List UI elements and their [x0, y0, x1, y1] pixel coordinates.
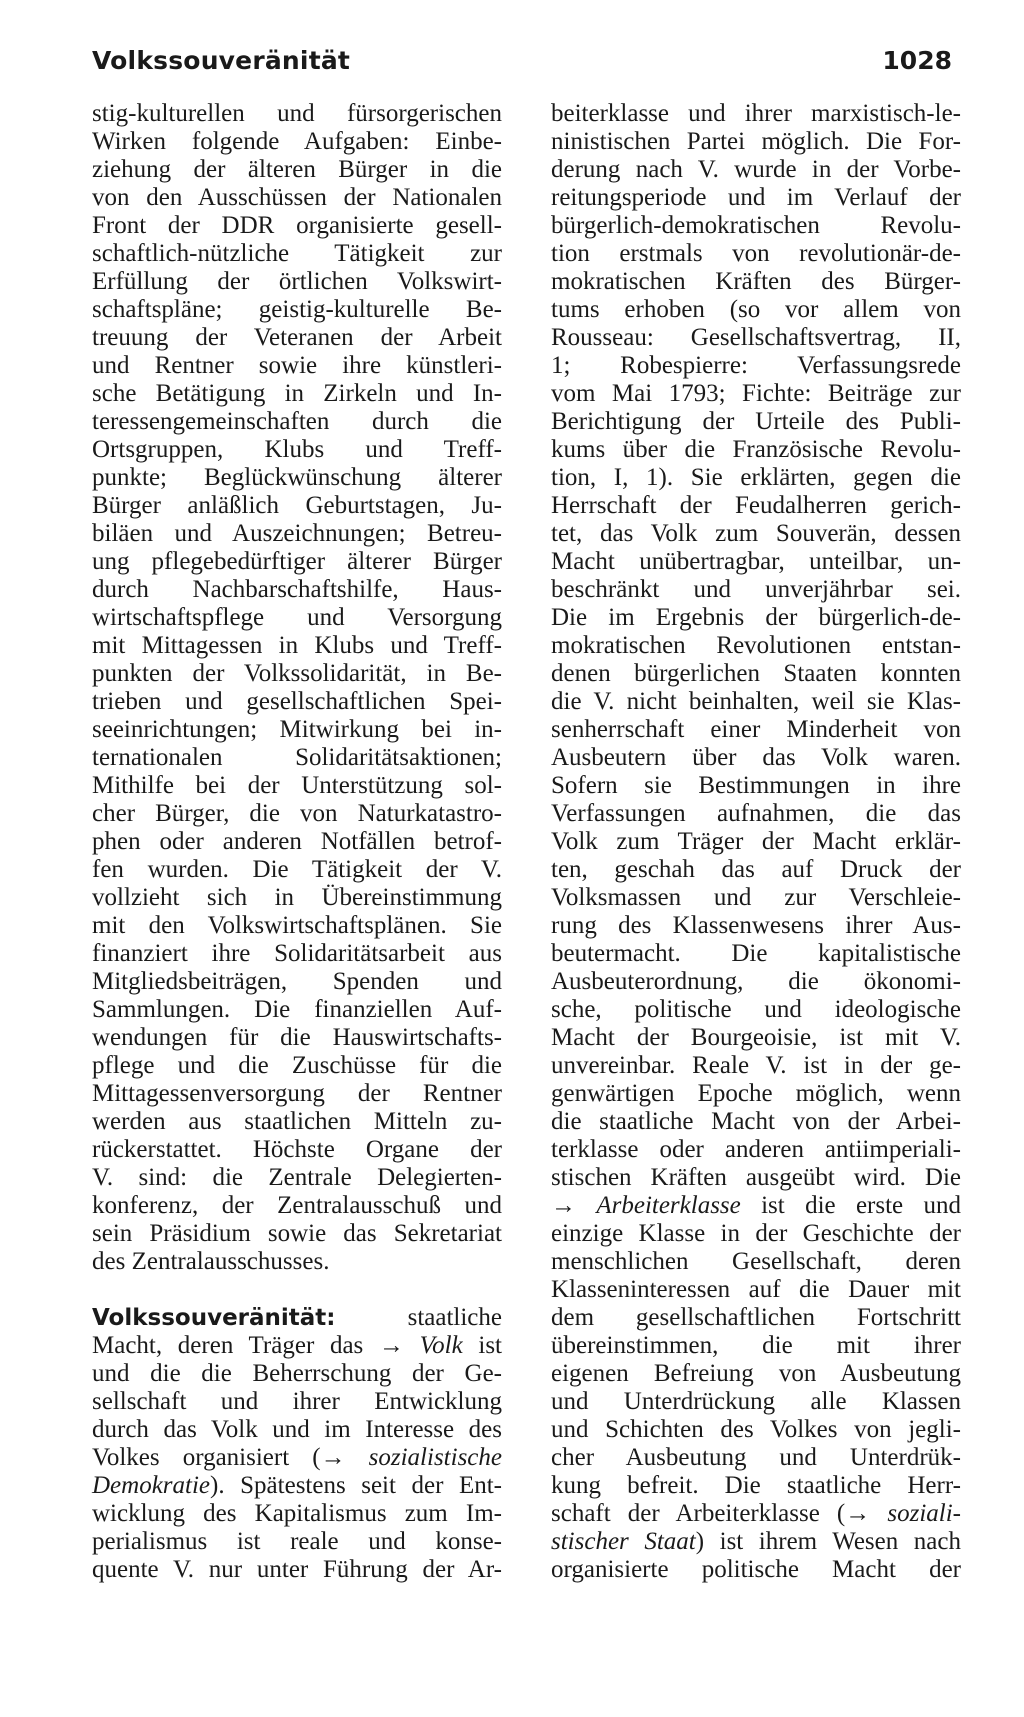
text-line: punkten der Volkssolidarität, in Be- [92, 660, 502, 687]
text-fragment: ) ist ihrem Wesen nach [695, 1528, 961, 1555]
text-line: ung pflegebedürftiger älterer Bürger [92, 548, 502, 575]
text-line: Herrschaft der Feudalherren gerich- [551, 492, 961, 519]
text-line: phen oder anderen Notfällen betrof- [92, 828, 502, 855]
text-line: Erfüllung der örtlichen Volkswirt- [92, 268, 502, 295]
text-line: eigenen Befreiung von Ausbeutung [551, 1360, 961, 1387]
text-line: Volksmassen und zur Verschleie- [551, 884, 961, 911]
text-line: wendungen für die Hauswirtschafts- [92, 1024, 502, 1051]
text-line: biläen und Auszeichnungen; Betreu- [92, 520, 502, 547]
text-line: schaftspläne; geistig-kulturelle Be- [92, 296, 502, 323]
text-line: perialismus ist reale und konse- [92, 1528, 502, 1555]
text-line: beiterklasse und ihrer marxistisch-le- [551, 100, 961, 127]
page-number: 1028 [882, 46, 952, 75]
text-fragment: ). Spätestens seit der Ent- [210, 1472, 502, 1499]
text-line: von den Ausschüssen der Nationalen [92, 184, 502, 211]
text-line: tet, das Volk zum Souverän, dessen [551, 520, 961, 547]
text-line: Mittagessenversorgung der Rentner [92, 1080, 502, 1107]
text-line: und Schichten des Volkes von jegli- [551, 1416, 961, 1443]
text-line: sche, politische und ideologische [551, 996, 961, 1023]
text-line [551, 1528, 961, 1556]
text-line: sellschaft und ihrer Entwicklung [92, 1388, 502, 1415]
text-line: übereinstimmen, die mit ihrer [551, 1332, 961, 1359]
text-line: werden aus staatlichen Mitteln zu- [92, 1108, 502, 1135]
text-line: cher Ausbeutung und Unterdrük- [551, 1444, 961, 1471]
text-line: Front der DDR organisierte gesell- [92, 212, 502, 239]
text-line: stig-kulturellen und fürsorgerischen [92, 100, 502, 127]
text-line: menschlichen Gesellschaft, deren [551, 1248, 961, 1275]
text-fragment: staatliche [407, 1304, 502, 1331]
text-line: organisierte politische Macht der [551, 1556, 961, 1583]
cross-reference-sozialistische-demokratie-cont[interactable]: Demokratie [92, 1472, 211, 1499]
text-line: Mitgliedsbeiträgen, Spenden und [92, 968, 502, 995]
text-line: vollzieht sich in Übereinstimmung [92, 884, 502, 911]
text-line: tion erstmals von revolutionär-de- [551, 240, 961, 267]
text-fragment: Macht, deren Träger das [92, 1332, 379, 1359]
entry-headword: Volkssouveränität: [92, 1305, 336, 1331]
text-line: fen wurden. Die Tätigkeit der V. [92, 856, 502, 883]
text-line: wicklung des Kapitalismus zum Im- [92, 1500, 502, 1527]
running-headword: Volkssouveränität [92, 46, 351, 75]
text-line: Macht unübertragbar, unteilbar, un- [551, 548, 961, 575]
text-fragment: schaft der Arbeiterklasse ( [551, 1500, 846, 1527]
text-line: finanziert ihre Solidaritätsarbeit aus [92, 940, 502, 967]
text-line: und die die Beherrschung der Ge- [92, 1360, 502, 1387]
text-line: 1; Robespierre: Verfassungsrede [551, 352, 961, 379]
text-fragment: Volkes organisiert ( [92, 1444, 321, 1471]
right-column [551, 100, 961, 1584]
text-line: treuung der Veteranen der Arbeit [92, 324, 502, 351]
text-line: punkte; Beglückwünschung älterer [92, 464, 502, 491]
text-line: trieben und gesellschaftlichen Spei- [92, 688, 502, 715]
text-line: die staatliche Macht von der Arbei- [551, 1108, 961, 1135]
text-line [551, 1500, 961, 1528]
text-line: die V. nicht beinhalten, weil sie Klas- [551, 688, 961, 715]
text-line: V. sind: die Zentrale Delegierten- [92, 1164, 502, 1191]
text-line: Klasseninteressen auf die Dauer mit [551, 1276, 961, 1303]
text-line: konferenz, der Zentralausschuß und [92, 1192, 502, 1219]
text-line: mit den Volkswirtschaftsplänen. Sie [92, 912, 502, 939]
cross-reference-sozialistischer-staat-cont[interactable]: stischer Staat [551, 1528, 696, 1555]
text-line: sein Präsidium sowie das Sekretariat [92, 1220, 502, 1247]
text-line: einzige Klasse in der Geschichte der [551, 1220, 961, 1247]
text-line: Mithilfe bei der Unterstützung sol- [92, 772, 502, 799]
text-line: Bürger anläßlich Geburtstagen, Ju- [92, 492, 502, 519]
cross-reference-volk[interactable]: Volk [419, 1332, 463, 1359]
text-line: Ausbeuterordnung, die ökonomi- [551, 968, 961, 995]
text-line: beutermacht. Die kapitalistische [551, 940, 961, 967]
text-line: beschränkt und unverjährbar sei. [551, 576, 961, 603]
cross-reference-arrow-icon: → [320, 1444, 346, 1471]
text-line: dem gesellschaftlichen Fortschritt [551, 1304, 961, 1331]
text-line: kung befreit. Die staatliche Herr- [551, 1472, 961, 1499]
text-line: und Rentner sowie ihre künstleri- [92, 352, 502, 379]
text-line: terklasse oder anderen antiimperiali- [551, 1136, 961, 1163]
text-line: Ausbeutern über das Volk waren. [551, 744, 961, 771]
entry-separator [92, 1276, 502, 1304]
text-line: pflege und die Zuschüsse für die [92, 1052, 502, 1079]
text-line: wirtschaftspflege und Versorgung [92, 604, 502, 631]
cross-reference-arrow-icon: → [378, 1332, 404, 1359]
text-line: Macht der Bourgeoisie, ist mit V. [551, 1024, 961, 1051]
text-line: schaftlich-nützliche Tätigkeit zur [92, 240, 502, 267]
text-line: sche Betätigung in Zirkeln und In- [92, 380, 502, 407]
text-line [92, 1472, 502, 1500]
text-line [92, 1332, 502, 1360]
text-line: kums über die Französische Revolu- [551, 436, 961, 463]
text-fragment: ist die erste und [740, 1192, 961, 1219]
cross-reference-sozialistischer-staat[interactable]: soziali- [887, 1500, 961, 1527]
text-line: durch das Volk und im Interesse des [92, 1416, 502, 1443]
text-line: cher Bürger, die von Naturkatastro- [92, 800, 502, 827]
text-line: mit Mittagessen in Klubs und Treff- [92, 632, 502, 659]
text-line: rung des Klassenwesens ihrer Aus- [551, 912, 961, 939]
entry-first-line [92, 1304, 502, 1332]
text-line: Sammlungen. Die finanziellen Auf- [92, 996, 502, 1023]
text-line: bürgerlich-demokratischen Revolu- [551, 212, 961, 239]
text-line: durch Nachbarschaftshilfe, Haus- [92, 576, 502, 603]
text-line: reitungsperiode und im Verlauf der [551, 184, 961, 211]
text-line: unvereinbar. Reale V. ist in der ge- [551, 1052, 961, 1079]
text-line: vom Mai 1793; Fichte: Beiträge zur [551, 380, 961, 407]
text-line: des Zentralausschusses. [92, 1248, 330, 1275]
text-line: derung nach V. wurde in der Vorbe- [551, 156, 961, 183]
text-line: tums erhoben (so vor allem von [551, 296, 961, 323]
text-line: ten, geschah das auf Druck der [551, 856, 961, 883]
text-line: Verfassungen aufnahmen, die das [551, 800, 961, 827]
text-line: senherrschaft einer Minderheit von [551, 716, 961, 743]
text-line: seeinrichtungen; Mitwirkung bei in- [92, 716, 502, 743]
text-line: Volk zum Träger der Macht erklär- [551, 828, 961, 855]
cross-reference-sozialistische-demokratie[interactable]: sozialistische [368, 1444, 502, 1471]
text-line: Die im Ergebnis der bürgerlich-de- [551, 604, 961, 631]
text-line [92, 1444, 502, 1472]
text-line: Berichtigung der Urteile des Publi- [551, 408, 961, 435]
text-line: genwärtigen Epoche möglich, wenn [551, 1080, 961, 1107]
cross-reference-arbeiterklasse[interactable]: Arbeiterklasse [596, 1192, 741, 1219]
text-line: ninistischen Partei möglich. Die For- [551, 128, 961, 155]
text-line: quente V. nur unter Führung der Ar- [92, 1556, 502, 1583]
text-line: Sofern sie Bestimmungen in ihre [551, 772, 961, 799]
text-line: tion, I, 1). Sie erklärten, gegen die [551, 464, 961, 491]
text-line: teressengemeinschaften durch die [92, 408, 502, 435]
text-line: mokratischen Kräften des Bürger- [551, 268, 961, 295]
left-column [92, 100, 502, 1584]
text-line: stischen Kräften ausgeübt wird. Die [551, 1164, 961, 1191]
text-line: und Unterdrückung alle Klassen [551, 1388, 961, 1415]
text-line: ziehung der älteren Bürger in die [92, 156, 502, 183]
cross-reference-arrow-icon: → [551, 1192, 576, 1219]
text-fragment: ist [462, 1332, 503, 1359]
text-line: rückerstattet. Höchste Organe der [92, 1136, 502, 1163]
text-line: Wirken folgende Aufgaben: Einbe- [92, 128, 502, 155]
cross-reference-arrow-icon: → [845, 1500, 871, 1527]
text-line: ternationalen Solidaritätsaktionen; [92, 744, 502, 771]
page-header [92, 46, 952, 86]
text-line [551, 1192, 961, 1220]
text-line: mokratischen Revolutionen entstan- [551, 632, 961, 659]
text-line: Rousseau: Gesellschaftsvertrag, II, [551, 324, 961, 351]
text-line: denen bürgerlichen Staaten konnten [551, 660, 961, 687]
text-line: Ortsgruppen, Klubs und Treff- [92, 436, 502, 463]
